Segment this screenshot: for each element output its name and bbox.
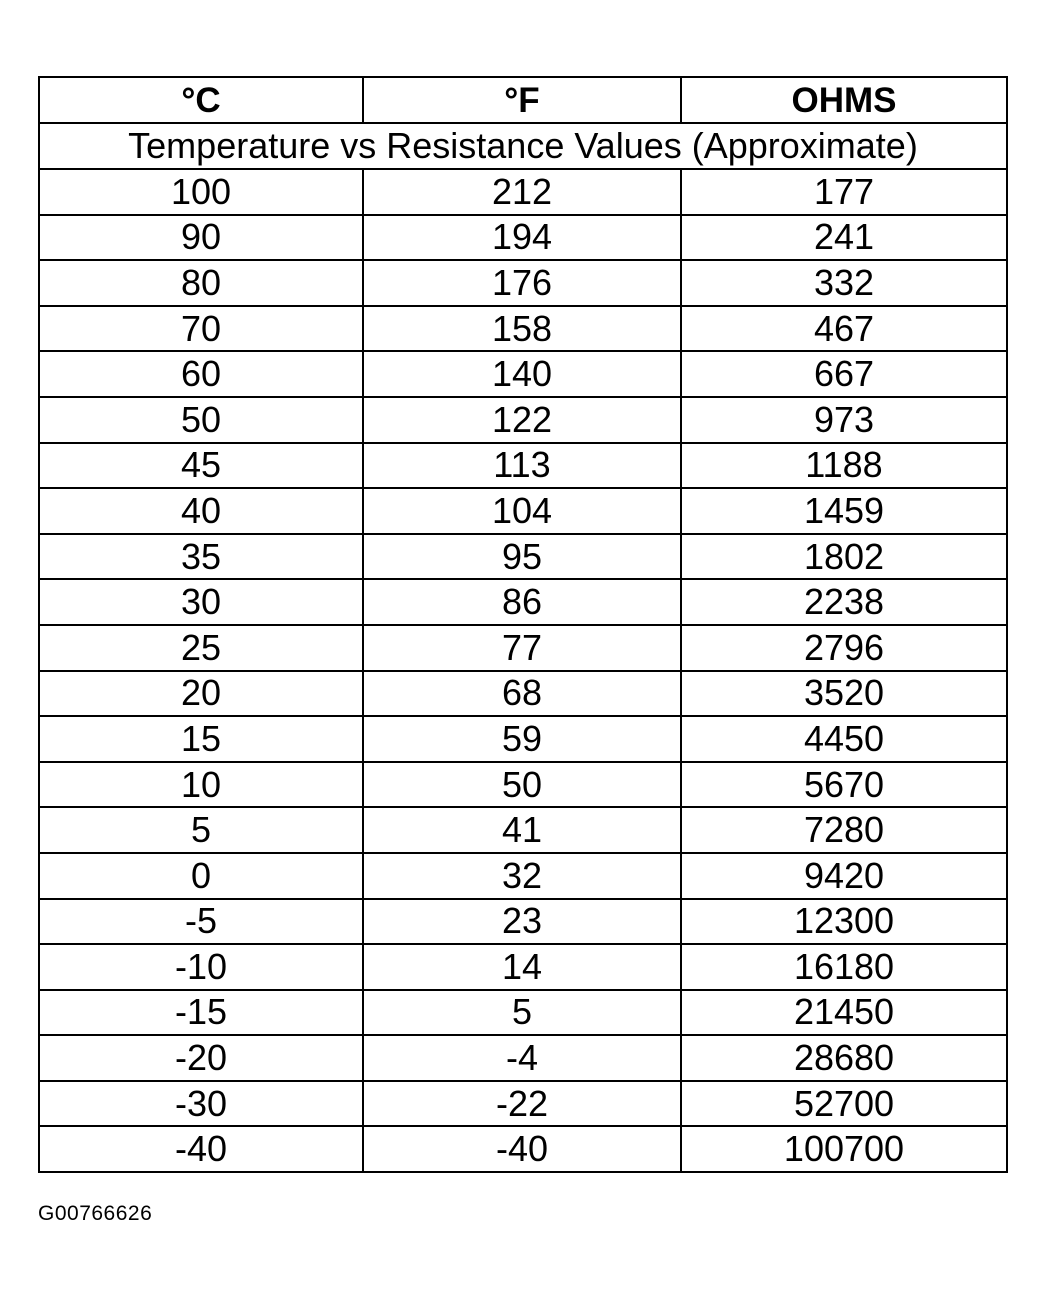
cell-ohms: 16180 <box>681 944 1007 990</box>
cell-fahrenheit: 32 <box>363 853 681 899</box>
cell-celsius: 40 <box>39 488 363 534</box>
caption-row <box>39 123 1007 169</box>
cell-celsius: 5 <box>39 807 363 853</box>
table-row <box>39 990 1007 1036</box>
table-row <box>39 899 1007 945</box>
header-row <box>39 77 1007 123</box>
cell-celsius: 25 <box>39 625 363 671</box>
cell-fahrenheit: 158 <box>363 306 681 352</box>
cell-celsius: -10 <box>39 944 363 990</box>
cell-celsius: -15 <box>39 990 363 1036</box>
table-row <box>39 169 1007 215</box>
table-row <box>39 625 1007 671</box>
cell-ohms: 973 <box>681 397 1007 443</box>
cell-celsius: 60 <box>39 351 363 397</box>
table-row <box>39 306 1007 352</box>
cell-fahrenheit: -40 <box>363 1126 681 1172</box>
table-row <box>39 488 1007 534</box>
cell-celsius: 45 <box>39 443 363 489</box>
cell-fahrenheit: 5 <box>363 990 681 1036</box>
cell-fahrenheit: 212 <box>363 169 681 215</box>
cell-fahrenheit: 194 <box>363 215 681 261</box>
table-caption: Temperature vs Resistance Values (Approximate) <box>39 123 1007 169</box>
cell-celsius: 15 <box>39 716 363 762</box>
table-row <box>39 807 1007 853</box>
cell-ohms: 332 <box>681 260 1007 306</box>
cell-fahrenheit: 176 <box>363 260 681 306</box>
table-row <box>39 1081 1007 1127</box>
cell-fahrenheit: 14 <box>363 944 681 990</box>
cell-celsius: 100 <box>39 169 363 215</box>
cell-ohms: 7280 <box>681 807 1007 853</box>
cell-ohms: 52700 <box>681 1081 1007 1127</box>
cell-celsius: 70 <box>39 306 363 352</box>
cell-ohms: 12300 <box>681 899 1007 945</box>
table-row <box>39 1035 1007 1081</box>
table-row <box>39 351 1007 397</box>
cell-fahrenheit: 113 <box>363 443 681 489</box>
header-celsius: °C <box>39 77 363 123</box>
table-row <box>39 534 1007 580</box>
cell-ohms: 1459 <box>681 488 1007 534</box>
cell-celsius: 80 <box>39 260 363 306</box>
table-row <box>39 671 1007 717</box>
cell-ohms: 467 <box>681 306 1007 352</box>
table-row <box>39 853 1007 899</box>
cell-ohms: 667 <box>681 351 1007 397</box>
table-row <box>39 397 1007 443</box>
cell-ohms: 28680 <box>681 1035 1007 1081</box>
table-row <box>39 716 1007 762</box>
cell-ohms: 2796 <box>681 625 1007 671</box>
table-row <box>39 762 1007 808</box>
table-row <box>39 579 1007 625</box>
cell-ohms: 241 <box>681 215 1007 261</box>
table-row <box>39 944 1007 990</box>
cell-ohms: 177 <box>681 169 1007 215</box>
cell-celsius: 30 <box>39 579 363 625</box>
cell-fahrenheit: -22 <box>363 1081 681 1127</box>
cell-celsius: 20 <box>39 671 363 717</box>
cell-celsius: 35 <box>39 534 363 580</box>
temperature-resistance-table-container <box>38 76 1006 1173</box>
header-ohms: OHMS <box>681 77 1007 123</box>
cell-ohms: 3520 <box>681 671 1007 717</box>
cell-ohms: 9420 <box>681 853 1007 899</box>
table-row <box>39 443 1007 489</box>
cell-fahrenheit: 41 <box>363 807 681 853</box>
cell-ohms: 2238 <box>681 579 1007 625</box>
cell-fahrenheit: 122 <box>363 397 681 443</box>
cell-celsius: -5 <box>39 899 363 945</box>
header-fahrenheit: °F <box>363 77 681 123</box>
cell-fahrenheit: 68 <box>363 671 681 717</box>
cell-fahrenheit: 23 <box>363 899 681 945</box>
cell-fahrenheit: -4 <box>363 1035 681 1081</box>
cell-fahrenheit: 104 <box>363 488 681 534</box>
cell-ohms: 21450 <box>681 990 1007 1036</box>
cell-fahrenheit: 59 <box>363 716 681 762</box>
table-row <box>39 1126 1007 1172</box>
temperature-resistance-table <box>38 76 1008 1173</box>
figure-id: G00766626 <box>38 1202 153 1225</box>
cell-fahrenheit: 140 <box>363 351 681 397</box>
cell-fahrenheit: 50 <box>363 762 681 808</box>
cell-fahrenheit: 77 <box>363 625 681 671</box>
table-row <box>39 215 1007 261</box>
cell-celsius: -20 <box>39 1035 363 1081</box>
cell-ohms: 1188 <box>681 443 1007 489</box>
cell-celsius: 10 <box>39 762 363 808</box>
cell-celsius: 0 <box>39 853 363 899</box>
cell-celsius: 90 <box>39 215 363 261</box>
table-row <box>39 260 1007 306</box>
cell-celsius: -30 <box>39 1081 363 1127</box>
cell-ohms: 4450 <box>681 716 1007 762</box>
cell-ohms: 100700 <box>681 1126 1007 1172</box>
cell-fahrenheit: 86 <box>363 579 681 625</box>
cell-ohms: 1802 <box>681 534 1007 580</box>
table-body <box>39 123 1007 1172</box>
cell-celsius: 50 <box>39 397 363 443</box>
cell-ohms: 5670 <box>681 762 1007 808</box>
cell-celsius: -40 <box>39 1126 363 1172</box>
cell-fahrenheit: 95 <box>363 534 681 580</box>
